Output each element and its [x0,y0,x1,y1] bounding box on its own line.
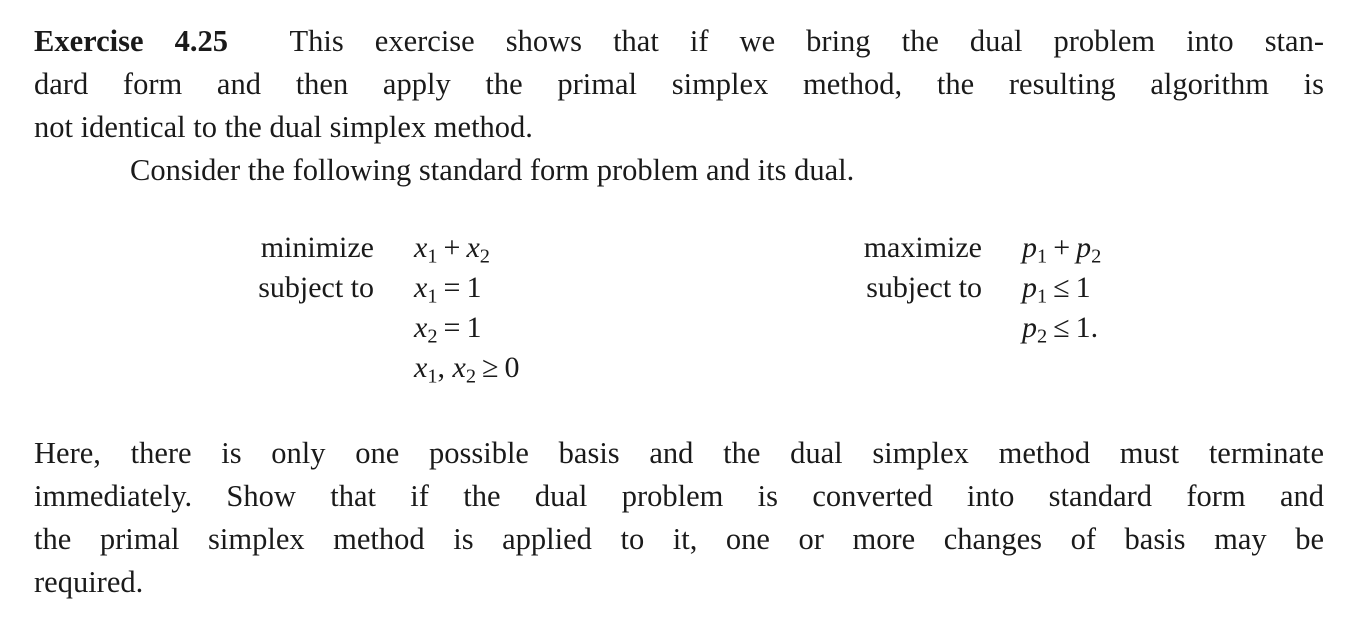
closing-paragraph [34,432,1324,604]
primal-constraint-label: subject to [258,271,374,304]
exercise-intro [34,20,1324,192]
consider-line: Consider the following standard form problem and its dual. [130,153,855,187]
closing-line-3: the primal simplex method is applied to it, one or more changes of basis may be [34,522,1324,556]
dual-objective-label: maximize [863,231,982,264]
closing-line-1: Here, there is only one possible basis and the dual simplex method must terminate [34,436,1324,470]
intro-line-1: Exercise 4.25 This exercise shows that if we bring the dual problem into stan- [34,24,1324,58]
dual-constraint-2: $p_2 \le 1$. [1022,311,1099,348]
dual-constraint-1: $p_1 \le 1$ [1022,271,1091,308]
dual-constraint-label: subject to [866,271,982,304]
closing-line-4: required. [34,565,144,599]
closing-line-2: immediately. Show that if the dual problem is converted into standard form and [34,479,1324,513]
primal-constraint-1: $x_1 = 1$ [414,271,482,308]
dual-objective: $p_1 + p_2$ [1022,231,1102,268]
primal-nonnegativity: $x_1$, $x_2 \ge 0$ [414,351,520,388]
intro-line-2: dard form and then apply the primal simplex method, the resulting algorithm is [34,67,1324,101]
intro-line-3: not identical to the dual simplex method. [34,110,533,144]
primal-objective-label: minimize [260,231,374,264]
exercise-heading: Exercise 4.25 [34,24,228,58]
primal-constraint-2: $x_2 = 1$ [414,311,482,348]
primal-objective: $x_1 + x_2$ [414,231,490,268]
